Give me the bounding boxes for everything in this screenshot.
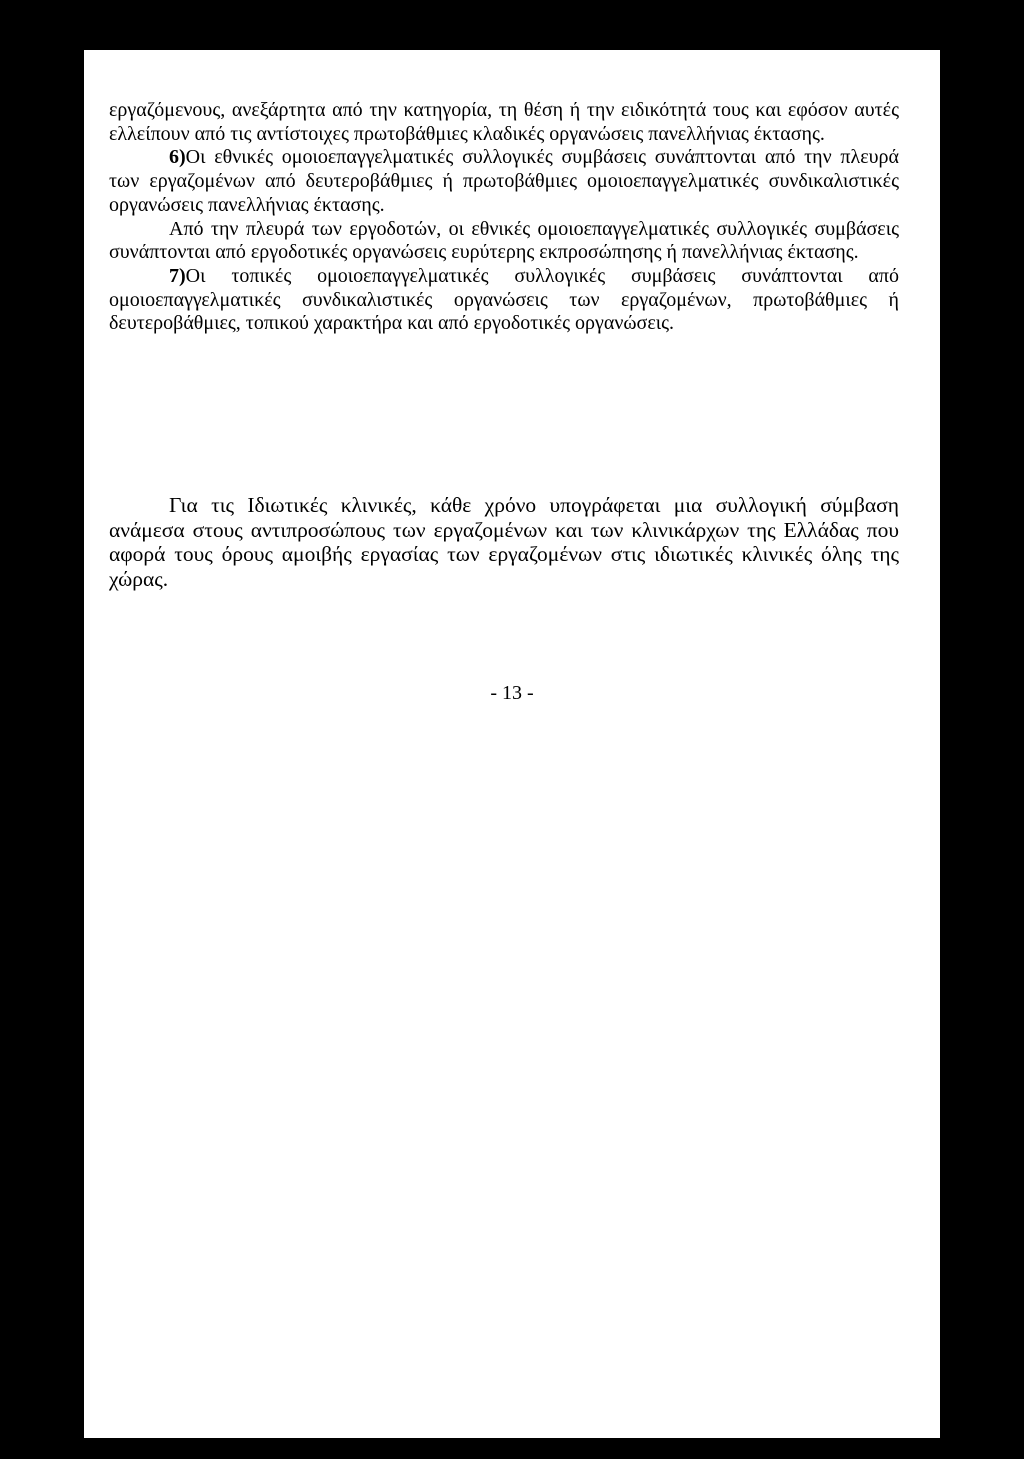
item-text-6: Οι εθνικές ομοιοεπαγγελματικές συλλογικές συμβάσεις συνάπτονται από την πλευρά των εργαζομένων από δευτεροβάθμιες ή πρωτοβάθμιες ομοιοεπαγγελματικές συνδικαλιστικές οργανώσεις πανελλήνιας έκτασης.	[109, 146, 899, 216]
paragraph-item-7	[109, 265, 899, 336]
document-page	[84, 50, 940, 1438]
page-number: - 13 -	[490, 682, 534, 704]
paragraph-continuation: εργαζόμενους, ανεξάρτητα από την κατηγορία, τη θέση ή την ειδικότητά τους και εφόσον αυτές ελλείπουν από τις αντίστοιχες πρωτοβάθμιες κλαδικές οργανώσεις πανελλήνιας έκτασης.	[109, 99, 899, 145]
item-number-6: 6)	[169, 146, 186, 169]
item-number-7: 7)	[169, 264, 186, 287]
paragraph-item-6	[109, 146, 899, 217]
item-text-7: Οι τοπικές ομοιοεπαγγελματικές συλλογικές συμβάσεις συνάπτονται από ομοιοεπαγγελματικές συνδικαλιστικές οργανώσεις των εργαζομένων, πρωτοβάθμιες ή δευτεροβάθμιες, τοπικού χαρακτήρα και από εργοδοτικές οργανώσεις.	[109, 264, 899, 335]
text-block-clinics	[109, 493, 899, 591]
text-block-article	[109, 99, 899, 336]
paragraph-private-clinics: Για τις Ιδιωτικές κλινικές, κάθε χρόνο υπογράφεται μια συλλογική σύμβαση ανάμεσα στους αντιπροσώπους των εργαζομένων και των κλινικάρχων της Ελλάδας που αφορά τους όρους αμοιβής εργασίας των εργαζομένων στις ιδιωτικές κλινικές όλης της χώρας.	[109, 493, 899, 591]
paragraph-employers: Από την πλευρά των εργοδοτών, οι εθνικές ομοιοεπαγγελματικές συλλογικές συμβάσεις συνάπτονται από εργοδοτικές οργανώσεις ευρύτερης εκπροσώπησης ή πανελλήνιας έκτασης.	[109, 217, 899, 264]
